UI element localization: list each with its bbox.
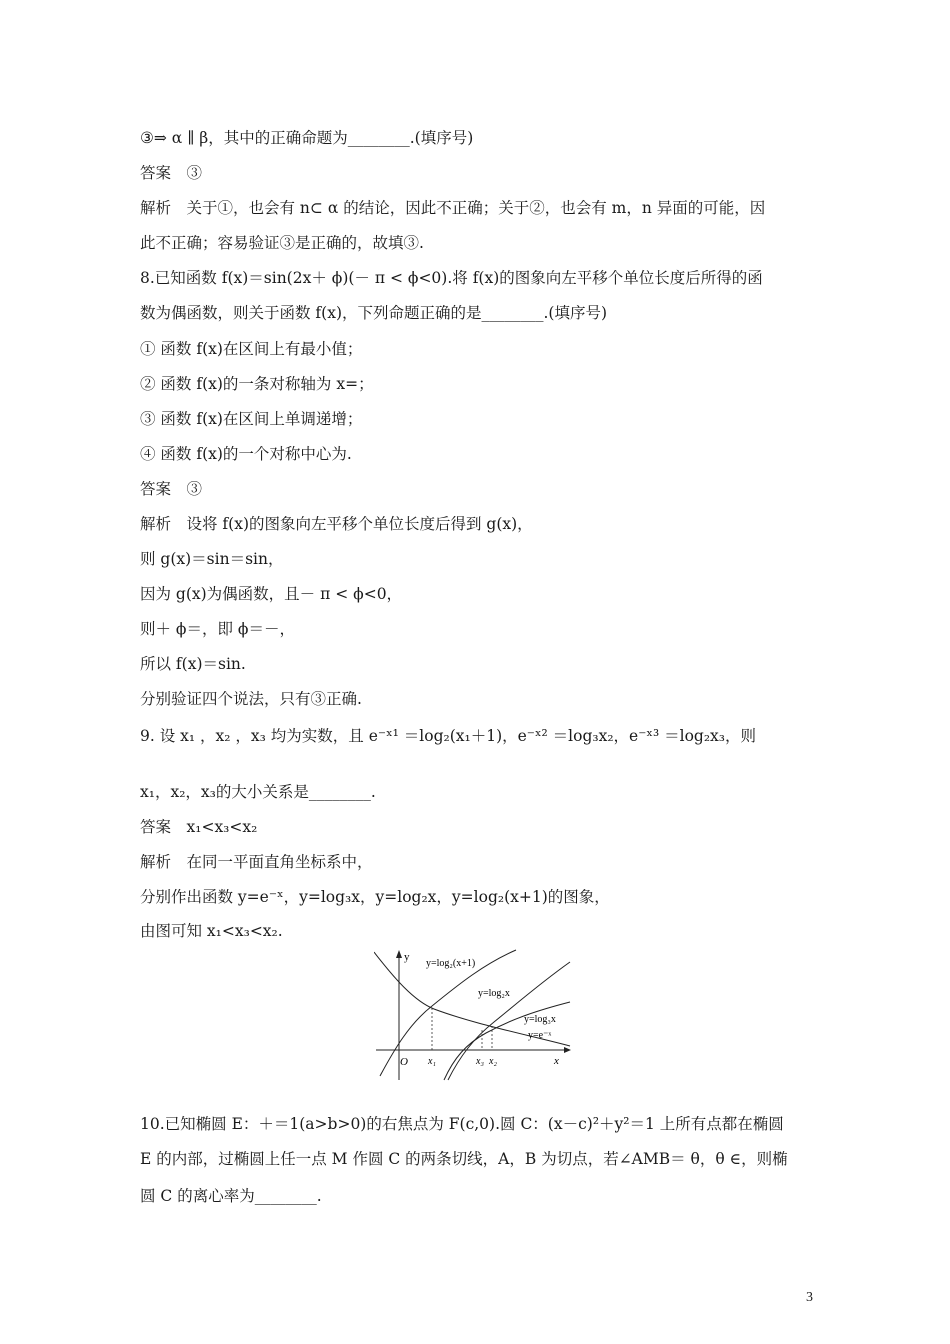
tick-x3: x₃ [476, 1056, 484, 1067]
analysis-q8-line1: 解析 设将 f(x)的图象向左平移个单位长度后得到 g(x)， [140, 515, 533, 533]
answer-q7: 答案 ③ [140, 164, 203, 182]
function-graph [374, 946, 588, 1082]
option-1: ① 函数 f(x)在区间上有最小值； [140, 340, 363, 358]
analysis-q8-line5: 所以 f(x)＝sin. [140, 655, 246, 673]
question-10-line2: E 的内部，过椭圆上任一点 M 作圆 C 的两条切线，A，B 为切点，若∠AMB＝ θ，θ ∈，则椭 [140, 1150, 788, 1168]
analysis-q8-line2: 则 g(x)＝sin＝sin， [140, 550, 284, 568]
origin-label: O [400, 1056, 408, 1068]
question-10-line1: 10.已知椭圆 E：＋＝1(a>b>0)的右焦点为 F(c,0).圆 C：(x－c)²＋y²＝1 上所有点都在椭圆 [140, 1115, 784, 1133]
analysis-q8-line4: 则＋ ϕ＝，即 ϕ＝－， [140, 620, 295, 638]
analysis-q7-line1: 解析 关于①，也会有 n⊂ α 的结论，因此不正确；关于②，也会有 m，n 异面的可能，因 [140, 199, 766, 217]
x-axis-label: x [554, 1055, 559, 1067]
tick-x1: x₁ [428, 1056, 436, 1067]
analysis-q8-line3: 因为 g(x)为偶函数，且－ π < ϕ<0， [140, 585, 403, 603]
answer-q9: 答案 x₁<x₃<x₂ [140, 818, 258, 836]
analysis-q8-line6: 分别验证四个说法，只有③正确. [140, 690, 362, 708]
text-line-q7-end: ③⇒ α ∥ β，其中的正确命题为________.(填序号) [140, 129, 474, 147]
question-8-line1: 8.已知函数 f(x)＝sin(2x＋ ϕ)(－ π < ϕ<0).将 f(x)的图象向左平移个单位长度后所得的函 [140, 269, 763, 287]
x-axis-arrow [564, 1047, 571, 1053]
analysis-q9-line1: 解析 在同一平面直角坐标系中， [140, 853, 373, 871]
analysis-q9-line3: 由图可知 x₁<x₃<x₂. [140, 922, 283, 940]
option-3: ③ 函数 f(x)在区间上单调递增； [140, 410, 363, 428]
question-9-line1: 9. 设 x₁ ，x₂ ，x₃ 均为实数，且 e⁻ˣ¹ ＝log₂(x₁＋1)，e⁻ˣ² ＝log₃x₂，e⁻ˣ³ ＝log₂x₃，则 [140, 727, 757, 745]
y-axis-arrow [396, 950, 402, 958]
page-number: 3 [806, 1290, 813, 1305]
y-axis-label: y [404, 951, 410, 963]
option-4: ④ 函数 f(x)的一个对称中心为. [140, 445, 352, 463]
tick-x2: x₂ [489, 1056, 497, 1067]
label-exp-neg: y=e⁻ˣ [528, 1030, 552, 1041]
analysis-q7-line2: 此不正确；容易验证③是正确的，故填③. [140, 234, 424, 252]
analysis-q9-line2: 分别作出函数 y=e⁻ˣ，y=log₃x，y=log₂x，y=log₂(x+1)的图象， [140, 888, 610, 906]
label-log2-x-plus-1: y=log₂(x+1) [426, 958, 476, 969]
option-2: ② 函数 f(x)的一条对称轴为 x=； [140, 375, 374, 393]
question-9-line2: x₁，x₂，x₃的大小关系是________. [140, 783, 376, 801]
question-10-line3: 圆 C 的离心率为________. [140, 1187, 322, 1205]
label-log2: y=log₂x [478, 988, 510, 999]
question-8-line2: 数为偶函数，则关于函数 f(x)，下列命题正确的是________.(填序号) [140, 304, 608, 322]
answer-q8: 答案 ③ [140, 480, 203, 498]
label-log3: y=log₃x [524, 1014, 556, 1025]
